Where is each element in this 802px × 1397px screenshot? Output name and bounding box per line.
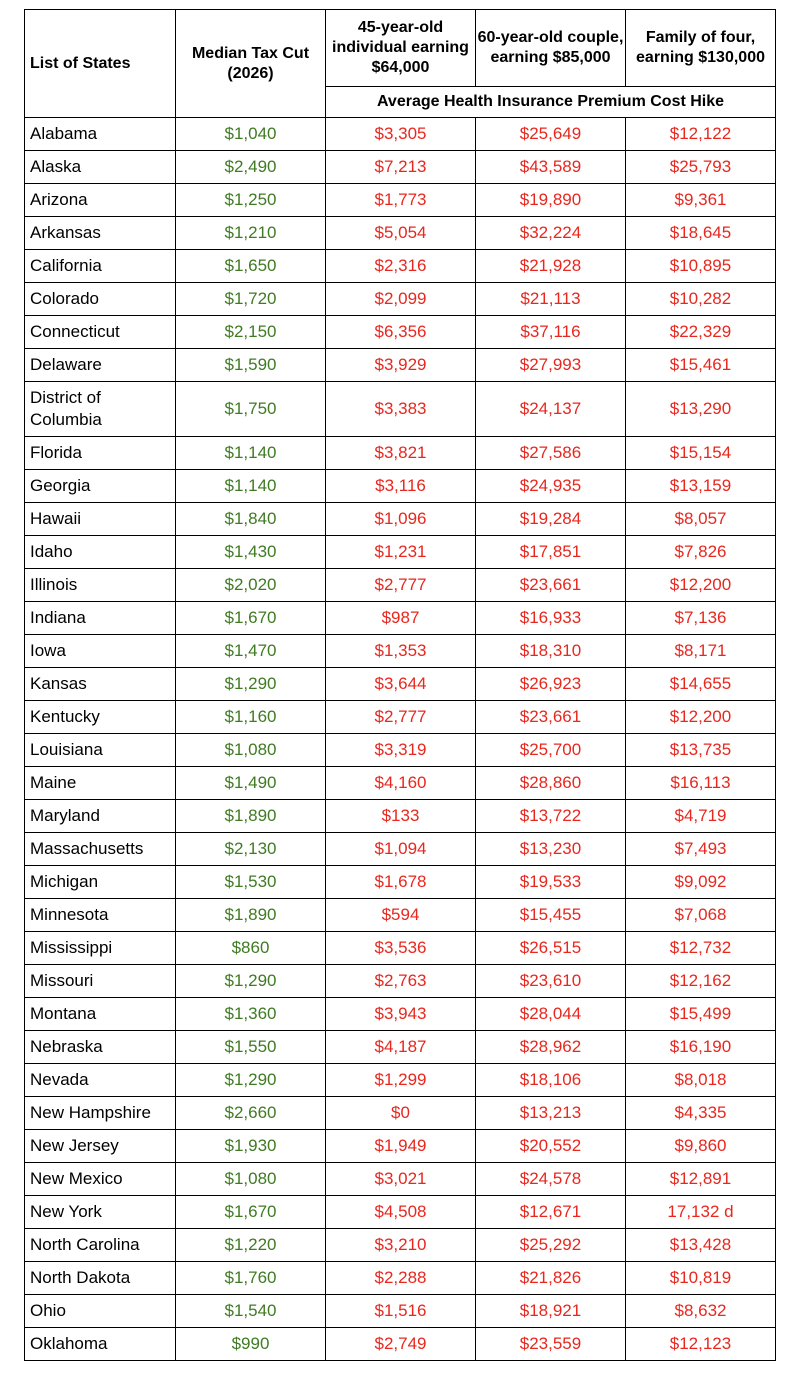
- couple-premium-cell: $13,722: [476, 800, 626, 833]
- table-row: [25, 151, 776, 184]
- state-cell: Florida: [25, 437, 176, 470]
- couple-premium-cell: $19,533: [476, 866, 626, 899]
- couple-premium-cell: $15,455: [476, 899, 626, 932]
- couple-premium-cell: $21,826: [476, 1262, 626, 1295]
- table-row: [25, 569, 776, 602]
- family-premium-cell: $8,057: [626, 503, 776, 536]
- table-row: [25, 184, 776, 217]
- individual-premium-cell: $1,231: [326, 536, 476, 569]
- state-cell: North Dakota: [25, 1262, 176, 1295]
- family-premium-cell: $13,428: [626, 1229, 776, 1262]
- tax-cut-cell: $1,360: [176, 998, 326, 1031]
- state-cell: Colorado: [25, 283, 176, 316]
- table-row: [25, 217, 776, 250]
- tax-cut-cell: $1,140: [176, 437, 326, 470]
- couple-premium-cell: $37,116: [476, 316, 626, 349]
- individual-premium-cell: $1,773: [326, 184, 476, 217]
- table-row: [25, 349, 776, 382]
- family-premium-cell: $4,719: [626, 800, 776, 833]
- tax-cut-cell: $1,290: [176, 965, 326, 998]
- individual-premium-cell: $3,821: [326, 437, 476, 470]
- table-row: [25, 1031, 776, 1064]
- state-cell: Nebraska: [25, 1031, 176, 1064]
- state-cell: Mississippi: [25, 932, 176, 965]
- individual-premium-cell: $3,319: [326, 734, 476, 767]
- couple-premium-cell: $24,578: [476, 1163, 626, 1196]
- state-cell: Massachusetts: [25, 833, 176, 866]
- individual-premium-cell: $1,353: [326, 635, 476, 668]
- family-premium-cell: $12,122: [626, 118, 776, 151]
- individual-premium-cell: $4,160: [326, 767, 476, 800]
- state-cell: New Mexico: [25, 1163, 176, 1196]
- family-premium-cell: $9,361: [626, 184, 776, 217]
- table-row: [25, 899, 776, 932]
- individual-premium-cell: $594: [326, 899, 476, 932]
- tax-cut-cell: $860: [176, 932, 326, 965]
- table-row: [25, 1262, 776, 1295]
- individual-premium-cell: $4,187: [326, 1031, 476, 1064]
- family-premium-cell: $15,461: [626, 349, 776, 382]
- couple-premium-cell: $13,230: [476, 833, 626, 866]
- table-row: [25, 316, 776, 349]
- state-cell: Illinois: [25, 569, 176, 602]
- couple-premium-cell: $23,610: [476, 965, 626, 998]
- couple-premium-cell: $23,559: [476, 1328, 626, 1361]
- couple-premium-cell: $21,113: [476, 283, 626, 316]
- family-premium-cell: $18,645: [626, 217, 776, 250]
- state-cell: Iowa: [25, 635, 176, 668]
- couple-premium-cell: $17,851: [476, 536, 626, 569]
- family-premium-cell: $13,290: [626, 382, 776, 437]
- couple-premium-cell: $26,515: [476, 932, 626, 965]
- couple-premium-cell: $13,213: [476, 1097, 626, 1130]
- tax-cut-cell: $1,930: [176, 1130, 326, 1163]
- tax-cut-cell: $1,250: [176, 184, 326, 217]
- table-body: [25, 118, 776, 1361]
- table-row: [25, 250, 776, 283]
- tax-cut-cell: $1,590: [176, 349, 326, 382]
- tax-cut-cell: $1,040: [176, 118, 326, 151]
- tax-cut-cell: $1,540: [176, 1295, 326, 1328]
- family-premium-cell: $14,655: [626, 668, 776, 701]
- individual-premium-cell: $1,094: [326, 833, 476, 866]
- table-row: [25, 800, 776, 833]
- table-row: [25, 602, 776, 635]
- family-premium-cell: $7,136: [626, 602, 776, 635]
- couple-premium-cell: $25,649: [476, 118, 626, 151]
- tax-cut-cell: $1,890: [176, 800, 326, 833]
- family-premium-cell: $7,826: [626, 536, 776, 569]
- header-individual: 45-year-old individual earning $64,000: [326, 10, 476, 87]
- state-cell: Michigan: [25, 866, 176, 899]
- individual-premium-cell: $3,536: [326, 932, 476, 965]
- state-cell: Connecticut: [25, 316, 176, 349]
- tax-cut-cell: $2,660: [176, 1097, 326, 1130]
- couple-premium-cell: $19,284: [476, 503, 626, 536]
- table-row: [25, 283, 776, 316]
- couple-premium-cell: $43,589: [476, 151, 626, 184]
- table-row: [25, 635, 776, 668]
- state-cell: Ohio: [25, 1295, 176, 1328]
- state-cell: Oklahoma: [25, 1328, 176, 1361]
- state-cell: North Carolina: [25, 1229, 176, 1262]
- couple-premium-cell: $28,044: [476, 998, 626, 1031]
- table-row: [25, 965, 776, 998]
- family-premium-cell: $15,154: [626, 437, 776, 470]
- state-cell: Minnesota: [25, 899, 176, 932]
- individual-premium-cell: $1,678: [326, 866, 476, 899]
- individual-premium-cell: $7,213: [326, 151, 476, 184]
- state-cell: Hawaii: [25, 503, 176, 536]
- state-cell: Kansas: [25, 668, 176, 701]
- individual-premium-cell: $987: [326, 602, 476, 635]
- couple-premium-cell: $16,933: [476, 602, 626, 635]
- tax-cut-cell: $1,530: [176, 866, 326, 899]
- couple-premium-cell: $18,310: [476, 635, 626, 668]
- table-row: [25, 118, 776, 151]
- couple-premium-cell: $25,700: [476, 734, 626, 767]
- tax-cut-cell: $1,080: [176, 734, 326, 767]
- family-premium-cell: $12,162: [626, 965, 776, 998]
- tax-cut-cell: $1,670: [176, 602, 326, 635]
- state-cell: Georgia: [25, 470, 176, 503]
- table-row: [25, 734, 776, 767]
- couple-premium-cell: $20,552: [476, 1130, 626, 1163]
- tax-cut-cell: $1,080: [176, 1163, 326, 1196]
- individual-premium-cell: $1,299: [326, 1064, 476, 1097]
- table-row: [25, 1229, 776, 1262]
- couple-premium-cell: $25,292: [476, 1229, 626, 1262]
- table-row: [25, 536, 776, 569]
- state-cell: Louisiana: [25, 734, 176, 767]
- header-couple: 60-year-old couple, earning $85,000: [476, 10, 626, 87]
- state-cell: Delaware: [25, 349, 176, 382]
- state-cell: Missouri: [25, 965, 176, 998]
- table-row: [25, 866, 776, 899]
- table-row: [25, 833, 776, 866]
- individual-premium-cell: $3,021: [326, 1163, 476, 1196]
- family-premium-cell: $13,159: [626, 470, 776, 503]
- individual-premium-cell: $5,054: [326, 217, 476, 250]
- tax-cut-cell: $2,490: [176, 151, 326, 184]
- table-row: [25, 1130, 776, 1163]
- state-cell: Nevada: [25, 1064, 176, 1097]
- tax-cut-cell: $990: [176, 1328, 326, 1361]
- couple-premium-cell: $24,935: [476, 470, 626, 503]
- family-premium-cell: $22,329: [626, 316, 776, 349]
- individual-premium-cell: $4,508: [326, 1196, 476, 1229]
- table-row: [25, 1097, 776, 1130]
- family-premium-cell: $10,282: [626, 283, 776, 316]
- tax-cut-cell: $1,470: [176, 635, 326, 668]
- individual-premium-cell: $3,305: [326, 118, 476, 151]
- family-premium-cell: $16,190: [626, 1031, 776, 1064]
- tax-cut-cell: $1,290: [176, 1064, 326, 1097]
- family-premium-cell: $25,793: [626, 151, 776, 184]
- family-premium-cell: $16,113: [626, 767, 776, 800]
- family-premium-cell: $13,735: [626, 734, 776, 767]
- tax-cut-cell: $1,890: [176, 899, 326, 932]
- state-cell: New York: [25, 1196, 176, 1229]
- individual-premium-cell: $2,763: [326, 965, 476, 998]
- individual-premium-cell: $2,316: [326, 250, 476, 283]
- table-row: [25, 767, 776, 800]
- state-cell: District of Columbia: [25, 382, 176, 437]
- family-premium-cell: $10,819: [626, 1262, 776, 1295]
- family-premium-cell: $12,200: [626, 569, 776, 602]
- individual-premium-cell: $3,210: [326, 1229, 476, 1262]
- state-cell: Indiana: [25, 602, 176, 635]
- state-cell: New Hampshire: [25, 1097, 176, 1130]
- family-premium-cell: $12,891: [626, 1163, 776, 1196]
- tax-cut-cell: $2,130: [176, 833, 326, 866]
- header-row: [25, 10, 776, 87]
- individual-premium-cell: $1,516: [326, 1295, 476, 1328]
- family-premium-cell: $8,018: [626, 1064, 776, 1097]
- individual-premium-cell: $3,943: [326, 998, 476, 1031]
- table-row: [25, 998, 776, 1031]
- individual-premium-cell: $3,116: [326, 470, 476, 503]
- table-row: [25, 382, 776, 437]
- couple-premium-cell: $27,586: [476, 437, 626, 470]
- family-premium-cell: $12,732: [626, 932, 776, 965]
- family-premium-cell: $4,335: [626, 1097, 776, 1130]
- couple-premium-cell: $28,962: [476, 1031, 626, 1064]
- couple-premium-cell: $18,921: [476, 1295, 626, 1328]
- individual-premium-cell: $0: [326, 1097, 476, 1130]
- tax-cut-cell: $1,490: [176, 767, 326, 800]
- couple-premium-cell: $24,137: [476, 382, 626, 437]
- individual-premium-cell: $1,949: [326, 1130, 476, 1163]
- tax-cut-cell: $1,720: [176, 283, 326, 316]
- table-row: [25, 1196, 776, 1229]
- couple-premium-cell: $26,923: [476, 668, 626, 701]
- tax-cut-cell: $1,140: [176, 470, 326, 503]
- individual-premium-cell: $2,288: [326, 1262, 476, 1295]
- table-row: [25, 668, 776, 701]
- individual-premium-cell: $3,383: [326, 382, 476, 437]
- state-cell: Maine: [25, 767, 176, 800]
- family-premium-cell: 17,132 d: [626, 1196, 776, 1229]
- couple-premium-cell: $32,224: [476, 217, 626, 250]
- family-premium-cell: $7,068: [626, 899, 776, 932]
- state-comparison-table: [24, 9, 776, 1361]
- family-premium-cell: $8,632: [626, 1295, 776, 1328]
- tax-cut-cell: $1,290: [176, 668, 326, 701]
- individual-premium-cell: $2,777: [326, 569, 476, 602]
- header-tax-cut: Median Tax Cut (2026): [176, 10, 326, 118]
- individual-premium-cell: $3,644: [326, 668, 476, 701]
- table-row: [25, 470, 776, 503]
- individual-premium-cell: $2,777: [326, 701, 476, 734]
- couple-premium-cell: $21,928: [476, 250, 626, 283]
- tax-cut-cell: $1,550: [176, 1031, 326, 1064]
- table-row: [25, 1295, 776, 1328]
- tax-cut-cell: $1,430: [176, 536, 326, 569]
- family-premium-cell: $9,092: [626, 866, 776, 899]
- individual-premium-cell: $133: [326, 800, 476, 833]
- tax-cut-cell: $1,160: [176, 701, 326, 734]
- header-states: List of States: [25, 10, 176, 118]
- tax-cut-cell: $1,210: [176, 217, 326, 250]
- couple-premium-cell: $27,993: [476, 349, 626, 382]
- couple-premium-cell: $28,860: [476, 767, 626, 800]
- state-cell: Maryland: [25, 800, 176, 833]
- state-cell: Alabama: [25, 118, 176, 151]
- individual-premium-cell: $6,356: [326, 316, 476, 349]
- state-cell: Idaho: [25, 536, 176, 569]
- header-family: Family of four, earning $130,000: [626, 10, 776, 87]
- tax-cut-cell: $1,220: [176, 1229, 326, 1262]
- couple-premium-cell: $18,106: [476, 1064, 626, 1097]
- table-row: [25, 437, 776, 470]
- tax-cut-cell: $1,760: [176, 1262, 326, 1295]
- table-row: [25, 503, 776, 536]
- state-cell: New Jersey: [25, 1130, 176, 1163]
- family-premium-cell: $12,200: [626, 701, 776, 734]
- table-row: [25, 932, 776, 965]
- family-premium-cell: $7,493: [626, 833, 776, 866]
- family-premium-cell: $9,860: [626, 1130, 776, 1163]
- tax-cut-cell: $1,670: [176, 1196, 326, 1229]
- family-premium-cell: $15,499: [626, 998, 776, 1031]
- family-premium-cell: $8,171: [626, 635, 776, 668]
- table-row: [25, 1064, 776, 1097]
- state-cell: California: [25, 250, 176, 283]
- tax-cut-cell: $2,150: [176, 316, 326, 349]
- state-cell: Alaska: [25, 151, 176, 184]
- couple-premium-cell: $23,661: [476, 569, 626, 602]
- couple-premium-cell: $23,661: [476, 701, 626, 734]
- individual-premium-cell: $1,096: [326, 503, 476, 536]
- tax-cut-cell: $1,840: [176, 503, 326, 536]
- table-row: [25, 701, 776, 734]
- tax-cut-cell: $1,750: [176, 382, 326, 437]
- family-premium-cell: $10,895: [626, 250, 776, 283]
- header-premium-group: Average Health Insurance Premium Cost Hike: [326, 87, 776, 118]
- state-cell: Montana: [25, 998, 176, 1031]
- state-cell: Arkansas: [25, 217, 176, 250]
- state-cell: Arizona: [25, 184, 176, 217]
- table-row: [25, 1328, 776, 1361]
- couple-premium-cell: $12,671: [476, 1196, 626, 1229]
- tax-cut-cell: $2,020: [176, 569, 326, 602]
- family-premium-cell: $12,123: [626, 1328, 776, 1361]
- state-cell: Kentucky: [25, 701, 176, 734]
- table-row: [25, 1163, 776, 1196]
- individual-premium-cell: $2,749: [326, 1328, 476, 1361]
- tax-cut-cell: $1,650: [176, 250, 326, 283]
- individual-premium-cell: $3,929: [326, 349, 476, 382]
- couple-premium-cell: $19,890: [476, 184, 626, 217]
- individual-premium-cell: $2,099: [326, 283, 476, 316]
